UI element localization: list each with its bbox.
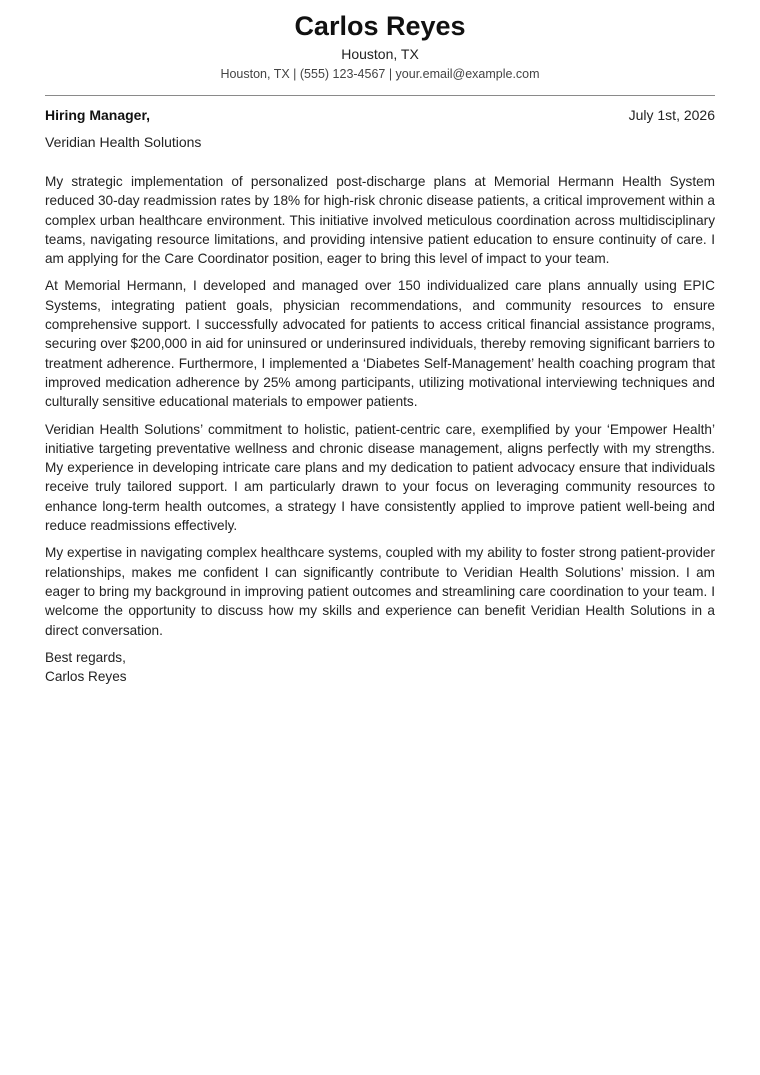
header-divider bbox=[45, 95, 715, 96]
recipient-company: Veridian Health Solutions bbox=[45, 134, 202, 150]
body-paragraph: My expertise in navigating complex healthcare systems, coupled with my ability to foster strong patient-provider relationships, makes me confident I can significantly contribute to Veridian Health Solutions’ mission. I am eager to bring my background in improving patient outcomes and streamlining care coordination to your team. I welcome the opportunity to discuss how my skills and experience can benefit Veridian Health Solutions in a direct conversation. bbox=[45, 545, 715, 638]
signature-name: Carlos Reyes bbox=[45, 669, 127, 685]
body-paragraph: At Memorial Hermann, I developed and managed over 150 individualized care plans annually using EPIC Systems, integrating patient goals, physician recommendations, and community resources to ensure comprehensive support. I successfully advocated for patients to access critical financial assistance programs, securing over $200,000 in aid for uninsured or underinsured individuals, thereby removing significant barriers to treatment adherence. Furthermore, I implemented a ‘Diabetes Self-Management’ health coaching program that improved medication adherence by 25% among participants, utilizing motivational interviewing techniques and culturally sensitive educational materials to empower patients. bbox=[45, 278, 715, 410]
contact-line: Houston, TX | (555) 123-4567 | your.email@example.com bbox=[220, 67, 540, 81]
body-paragraph: My strategic implementation of personalized post-discharge plans at Memorial Hermann Health System reduced 30-day readmission rates by 18% for high-risk chronic disease patients, a critical improvement within a complex urban healthcare environment. This initiative involved meticulous coordination across multidisciplinary teams, navigating resource limitations, and providing intensive patient education to ensure continuity of care. I am applying for the Care Coordinator position, eager to bring this level of impact to your team. bbox=[45, 174, 715, 267]
signoff: Best regards, bbox=[45, 649, 126, 665]
body-paragraph: Veridian Health Solutions’ commitment to holistic, patient-centric care, exemplified by your ‘Empower Health’ initiative targeting preventative wellness and chronic disease management, aligns perfectly with my strengths. My experience in developing intricate care plans and my dedication to patient advocacy ensure that individuals receive truly tailored support. I am particularly drawn to your focus on leveraging community resources to enhance long-term health outcomes, a strategy I have consistently applied to improve patient well-being and reduce readmissions effectively. bbox=[45, 421, 715, 534]
letter-date: July 1st, 2026 bbox=[628, 107, 715, 123]
letter-closing bbox=[45, 648, 715, 687]
applicant-name: Carlos Reyes bbox=[294, 11, 466, 41]
applicant-location: Houston, TX bbox=[341, 46, 419, 62]
recipient-row bbox=[45, 106, 715, 125]
letter-header bbox=[45, 10, 715, 83]
letter-body bbox=[45, 172, 715, 640]
recipient-salutation: Hiring Manager, bbox=[45, 107, 151, 123]
